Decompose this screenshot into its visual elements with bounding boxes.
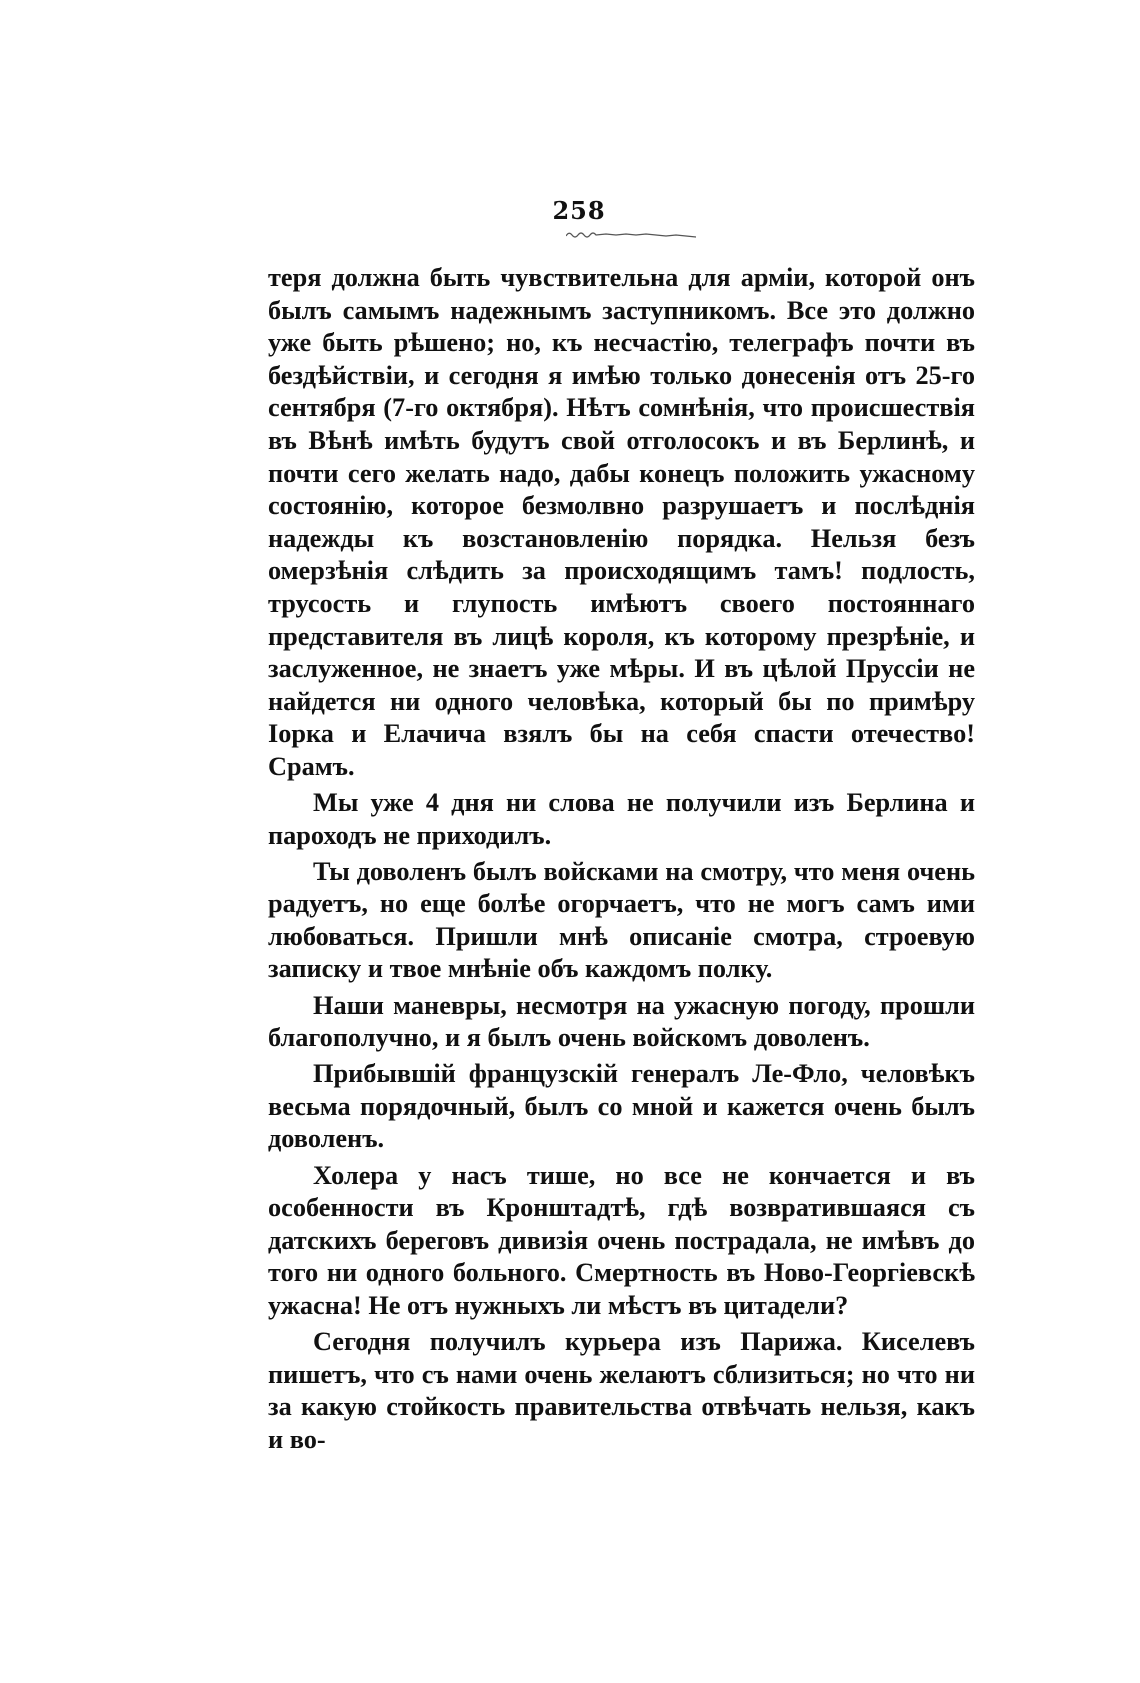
body-text	[268, 262, 975, 1456]
page-header	[0, 198, 1140, 224]
paragraph-french-general: Прибывшій французскій генералъ Ле-Фло, человѣкъ весьма порядочный, былъ со мной и кажется очень былъ доволенъ.	[268, 1059, 975, 1154]
paragraph-review: Ты доволенъ былъ войсками на смотру, что меня очень радуетъ, но еще болѣе огорчаетъ, что не могъ самъ ими любоваться. Пришли мнѣ описаніе смотра, строевую записку и твое мнѣніе объ каждомъ полку.	[268, 856, 975, 984]
paragraph-berlin-news: Мы уже 4 дня ни слова не получили изъ Берлина и пароходъ не приходилъ.	[268, 788, 975, 850]
paragraph-cholera: Холера у насъ тише, но все не кончается и въ особенности въ Кронштадтѣ, гдѣ возвратившаяся съ датскихъ береговъ дивизія очень пострадала, не имѣвъ до того ни одного больного. Смертность въ Ново-Георгіевскѣ ужасна! Не отъ нужныхъ ли мѣстъ въ цитадели?	[268, 1160, 975, 1320]
ornament-rule	[566, 229, 696, 239]
paragraph-continuation: теря должна быть чувствительна для арміи, которой онъ былъ самымъ надежнымъ заступникомъ. Все это должно уже быть рѣшено; но, къ несчастію, телеграфъ почти въ бездѣйствіи, и сегодня я имѣю только донесенія отъ 25-го сентября (7-го октября). Нѣтъ сомнѣнія, что происшествія въ Вѣнѣ имѣть будутъ свой отголосокъ и въ Берлинѣ, и почти сего желать надо, дабы конецъ положить ужасному состоянію, которое безмолвно разрушаетъ и послѣднія надежды къ возстановленію порядка. Нельзя безъ омерзѣнія слѣдить за происходящимъ тамъ! подлость, трусость и глупость имѣютъ своего постояннаго представителя въ лицѣ короля, къ которому презрѣніе, и заслуженное, не знаетъ уже мѣры. И въ цѣлой Пруссіи не найдется ни одного человѣка, который бы по примѣру Іорка и Елачича взялъ бы на себя спасти отечество! Срамъ.	[268, 263, 975, 781]
paragraph-maneuvers: Наши маневры, несмотря на ужасную погоду, прошли благополучно, и я былъ очень войскомъ доволенъ.	[268, 990, 975, 1053]
paragraph-paris-courier: Сегодня получилъ курьера изъ Парижа. Киселевъ пишетъ, что съ нами очень желаютъ сблизиться; но что ни за какую стойкость правительства отвѣчать нельзя, какъ и во-	[268, 1327, 975, 1454]
page-number: 258	[552, 196, 606, 225]
